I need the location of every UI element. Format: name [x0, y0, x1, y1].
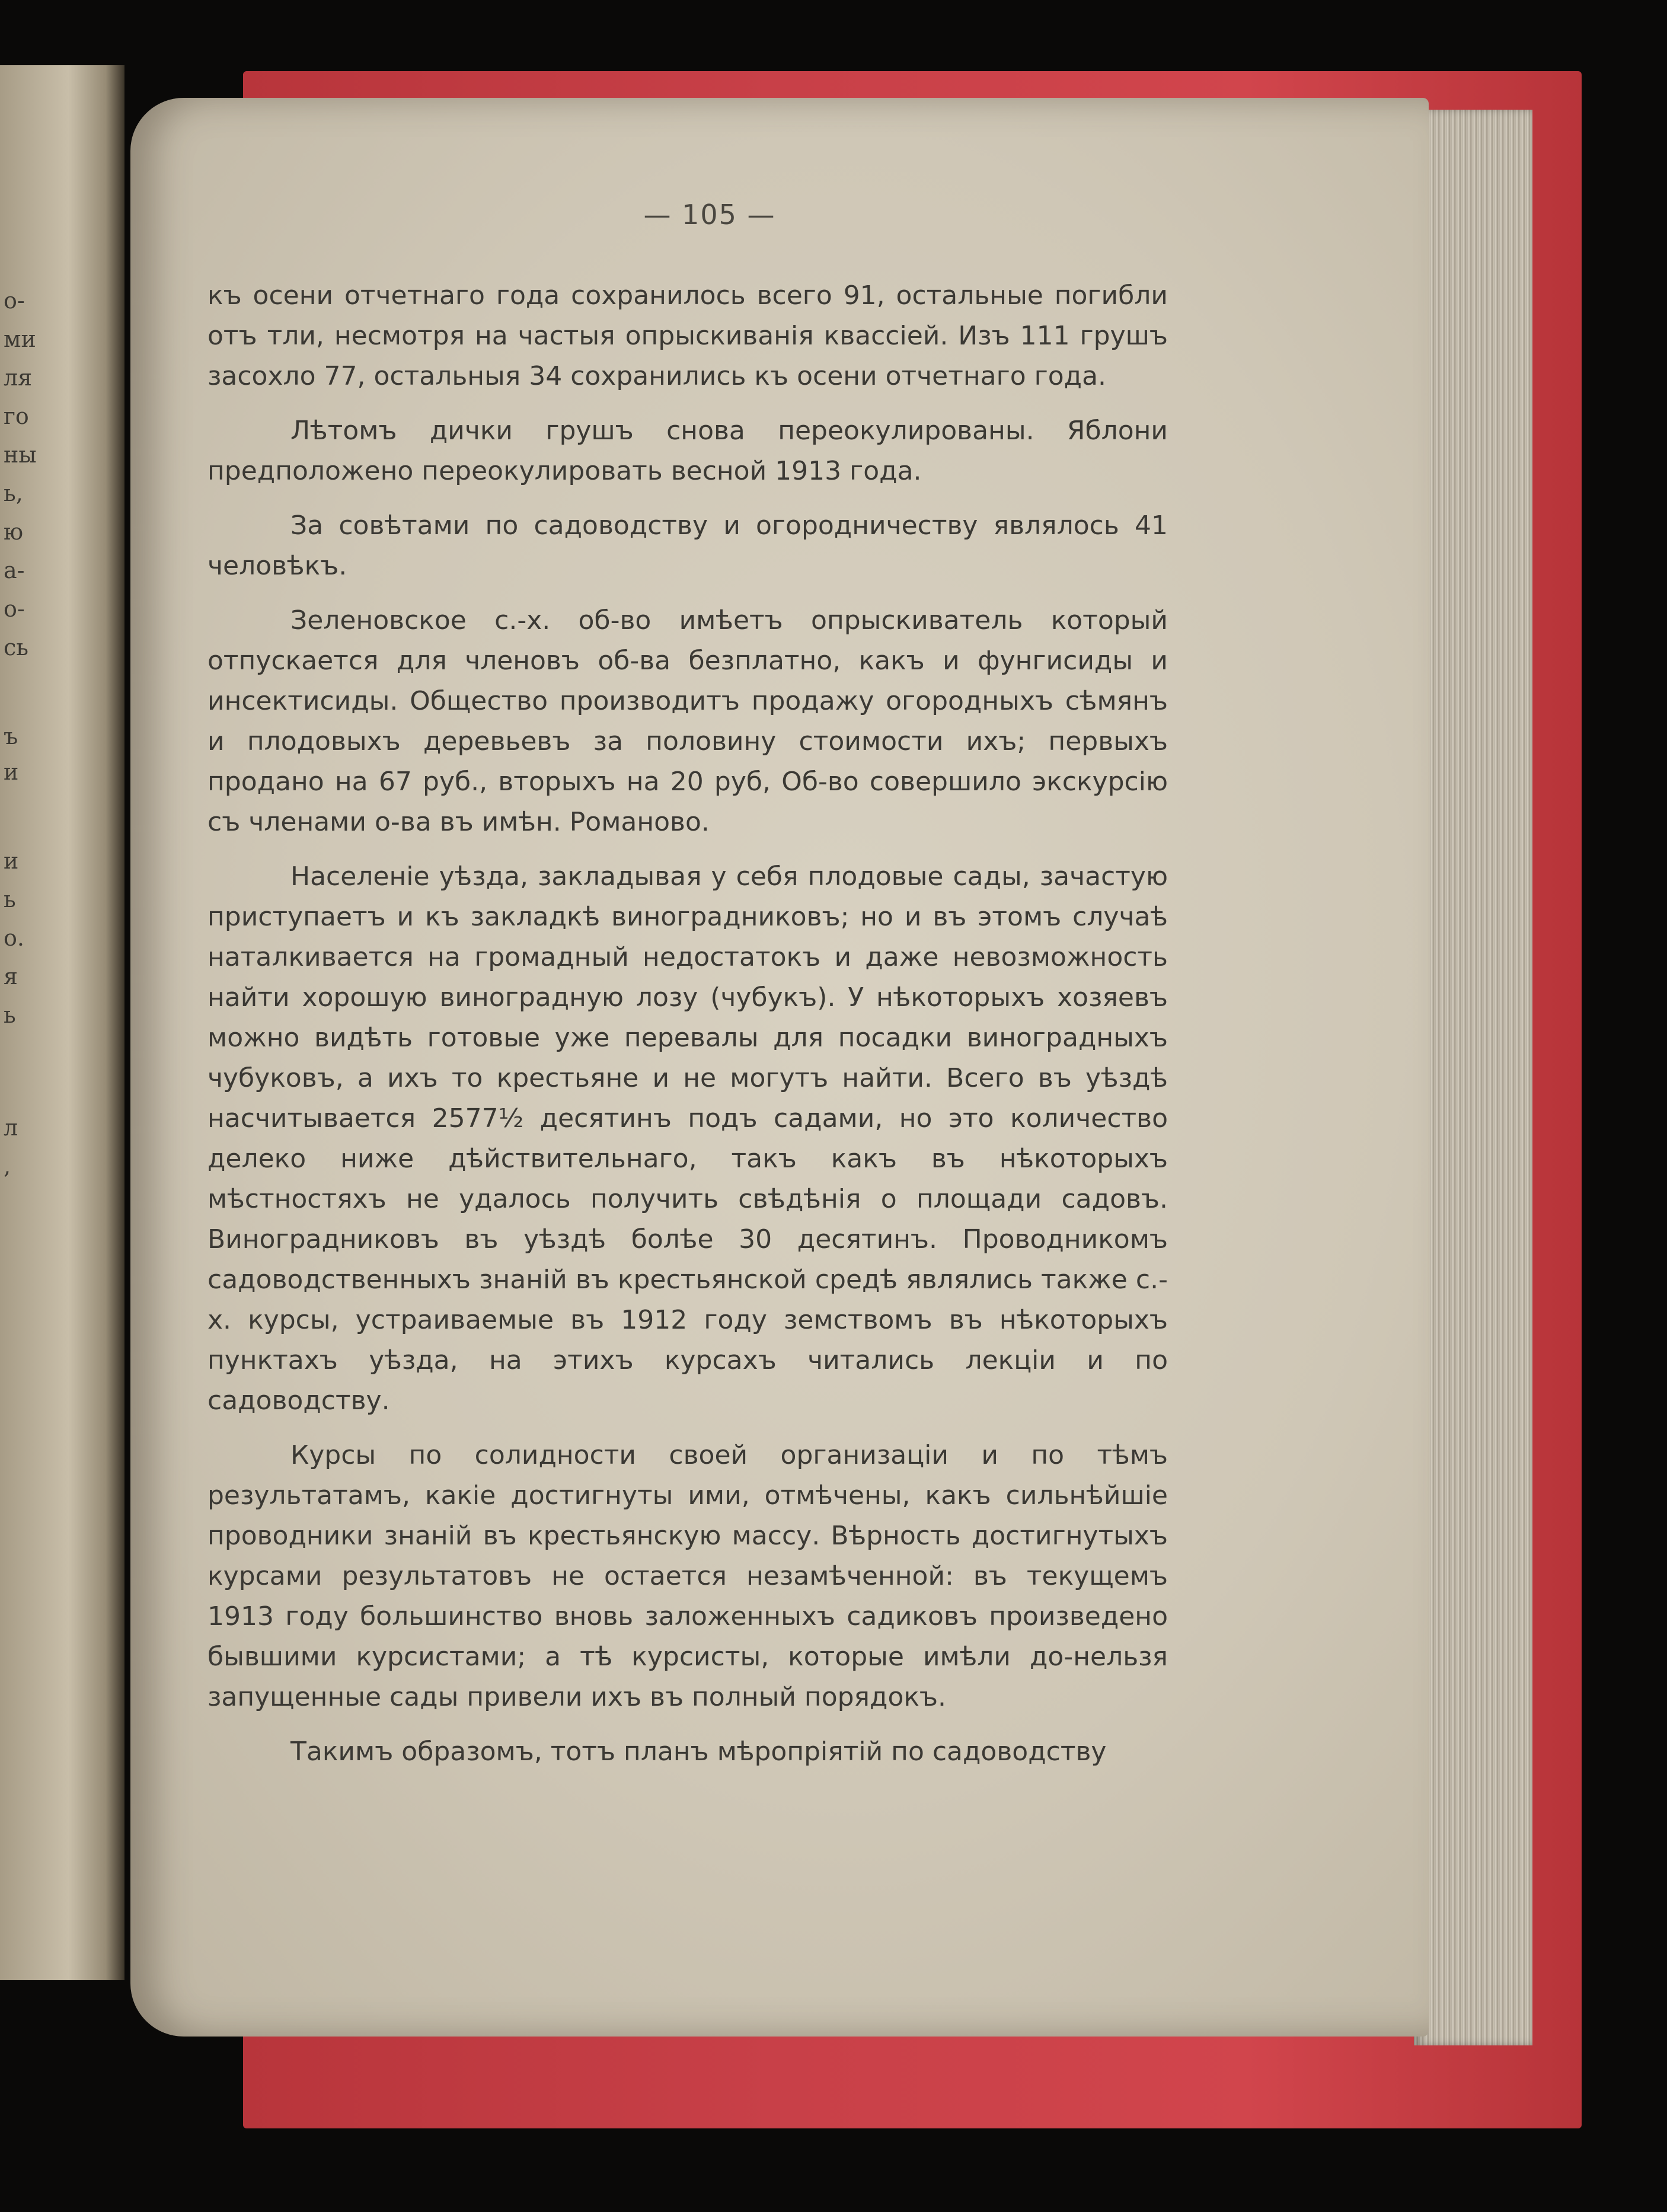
left-page-text-fragments [0, 65, 119, 1980]
left-fragment: ь [4, 886, 16, 912]
page-body [207, 276, 1168, 1772]
paragraph: къ осени отчетнаго года сохранилось всего 91, остальные погибли отъ тли, несмотря на частыя опрыскиванія квассіей. Изъ 111 грушъ засохло 77, остальныя 34 сохранились къ осени отчетнаго года. [207, 280, 1168, 391]
left-fragment: л [4, 1115, 18, 1141]
left-fragment: , [4, 1153, 11, 1179]
paragraph: Такимъ образомъ, тотъ планъ мѣропріятій по садоводству [290, 1737, 1107, 1767]
left-fragment: ля [4, 365, 33, 391]
paragraph: Зеленовское с.-х. об-во имѣетъ опрыскиватель который отпускается для членовъ об-ва безплатно, какъ и фунгисиды и инсектисиды. Общество производитъ продажу огородныхъ сѣмянъ и плодовыхъ деревьевъ за половину стоимости ихъ; первыхъ продано на 67 руб., вторыхъ на 20 руб, Об-во совершило экскурсію съ членами о-ва въ имѣн. Романово. [207, 605, 1168, 837]
left-facing-page [0, 65, 124, 1980]
page-edges [1414, 110, 1532, 2045]
left-fragment: ны [4, 442, 37, 468]
left-fragment: сь [4, 634, 28, 660]
left-fragment: и [4, 848, 19, 874]
left-fragment: о- [4, 596, 25, 622]
left-fragment: ь, [4, 480, 23, 506]
left-fragment: ъ [4, 723, 18, 749]
left-fragment: ь [4, 1002, 16, 1028]
paragraph: Населеніе уѣзда, закладывая у себя плодовые сады, зачастую приступаетъ и къ закладкѣ виноградниковъ; но и въ этомъ случаѣ наталкивается на громадный недостатокъ и даже невозможность найти хорошую виноградную лозу (чубукъ). У нѣкоторыхъ хозяевъ можно видѣть готовые уже перевалы для посадки виноградныхъ чубуковъ, а ихъ то крестьяне и не могутъ найти. Всего въ уѣздѣ насчитывается 2577½ десятинъ подъ садами, но это количество делеко ниже дѣйствительнаго, такъ какъ въ нѣкоторыхъ мѣстностяхъ не удалось получить свѣдѣнія о площади садовъ. Виноградниковъ въ уѣздѣ болѣе 30 десятинъ. Проводникомъ садоводственныхъ знаній въ крестьянской средѣ являлись также с.-х. курсы, устраиваемые въ 1912 году земствомъ въ нѣкоторыхъ пунктахъ уѣзда, на этихъ курсахъ читались лекціи и по садоводству. [207, 861, 1168, 1416]
paragraph: За совѣтами по садоводству и огородничеству являлось 41 человѣкъ. [207, 510, 1168, 581]
left-fragment: и [4, 759, 19, 785]
left-fragment: о. [4, 925, 24, 951]
left-fragment: го [4, 403, 29, 429]
page-number: — 105 — [643, 199, 776, 231]
book-page [130, 98, 1429, 2037]
left-fragment: а- [4, 557, 25, 583]
paragraph: Лѣтомъ дички грушъ снова переокулированы. Яблони предположено переокулировать весной 1913 года. [207, 416, 1168, 486]
left-fragment: ми [4, 326, 36, 352]
left-fragment: ю [4, 519, 24, 545]
left-fragment: я [4, 963, 18, 990]
left-fragment: о- [4, 288, 25, 314]
paragraph: Курсы по солидности своей организаціи и по тѣмъ результатамъ, какіе достигнуты ими, отмѣчены, какъ сильнѣйшіе проводники знаній въ крестьянскую массу. Вѣрность достигнутыхъ курсами результатовъ не остается незамѣченной: въ текущемъ 1913 году большинство вновь заложенныхъ садиковъ произведено бывшими курсистами; а тѣ курсисты, которые имѣли до-нельзя запущенные сады привели ихъ въ полный порядокъ. [207, 1440, 1168, 1712]
